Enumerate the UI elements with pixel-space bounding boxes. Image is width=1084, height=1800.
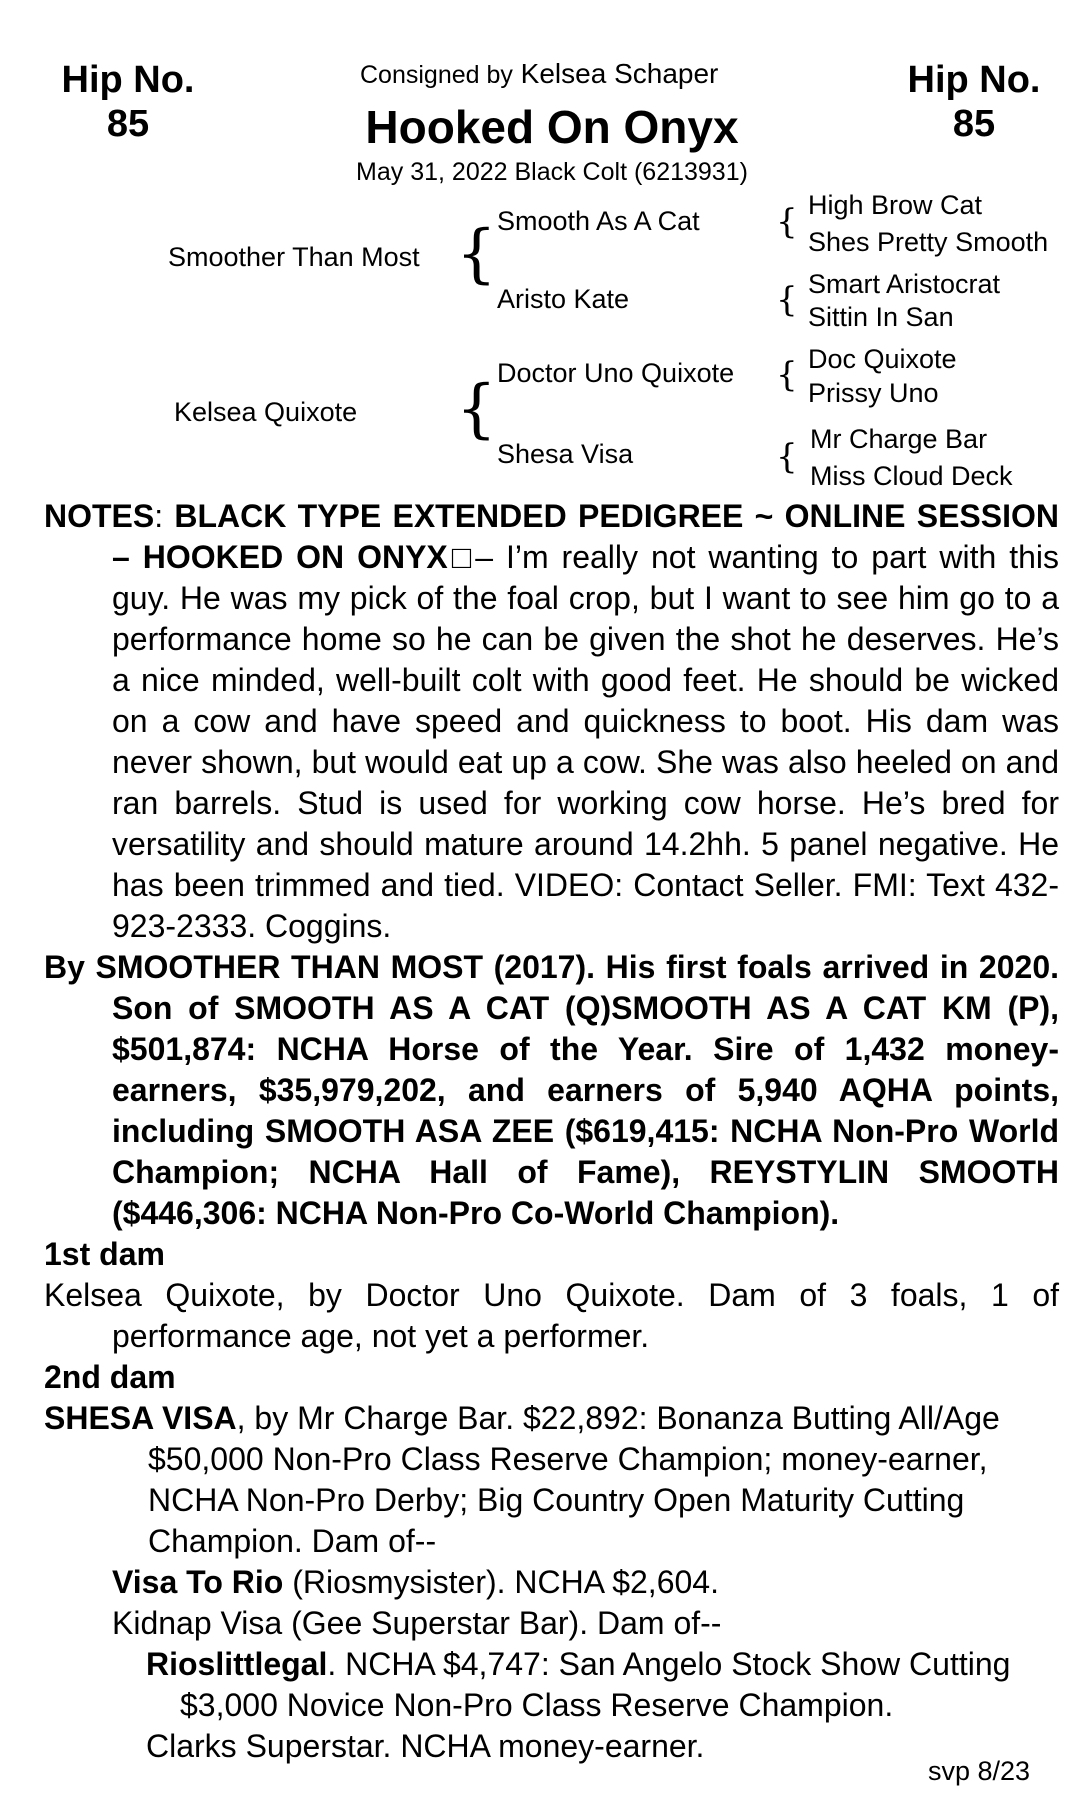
- pedigree-sire-sire-dam: Shes Pretty Smooth: [808, 227, 1049, 257]
- grand-produce-name: Clarks Superstar: [146, 1728, 383, 1764]
- pedigree-dam-dam: Shesa Visa: [497, 439, 634, 469]
- produce-text: (Riosmysister). NCHA $2,604.: [283, 1564, 719, 1600]
- consignor-name: Kelsea Schaper: [520, 58, 719, 89]
- pedigree-sire-dam-sire: Smart Aristocrat: [808, 269, 1001, 299]
- hip-number: 85: [952, 103, 996, 145]
- pedigree-dam-sire: Doctor Uno Quixote: [497, 358, 735, 388]
- notes-bold-text: BLACK TYPE EXTENDED PEDIGREE ~ ONLINE SESSION – HOOKED ON ONYX: [112, 498, 1060, 575]
- pedigree-dam-sire-sire: Doc Quixote: [808, 344, 957, 374]
- pedigree-dam-sire-dam: Prissy Uno: [808, 378, 939, 408]
- notes-label: NOTES: [44, 498, 155, 534]
- missing-glyph-icon: □: [447, 539, 476, 575]
- first-dam-text: Kelsea Quixote, by Doctor Uno Quixote. Dam of 3 foals, 1 of performance age, not yet a performer.: [44, 1277, 1059, 1354]
- foal-info: May 31, 2022 Black Colt (6213931): [356, 158, 748, 186]
- consigned-prefix: Consigned by: [360, 61, 513, 89]
- grand-produce-item: [44, 1726, 1059, 1767]
- brace-icon: {: [456, 217, 497, 291]
- grand-produce-text: . NCHA money-earner.: [382, 1728, 705, 1764]
- hip-label: Hip No.: [61, 59, 195, 101]
- brace-icon: {: [776, 437, 798, 477]
- grand-produce-name: Rioslittlegal: [146, 1646, 328, 1682]
- pedigree-sire-dam-dam: Sittin In San: [808, 302, 954, 332]
- second-dam-text: , by Mr Charge Bar. $22,892: Bonanza Butting All/Age $50,000 Non-Pro Class Reserve Champion; money-earner, NCHA Non-Pro Derby; Big Country Open Maturity Cutting Champion. Dam of--: [148, 1400, 1000, 1559]
- pedigree-sire: Smoother Than Most: [168, 242, 420, 272]
- produce-item: [44, 1603, 1059, 1644]
- pedigree-sire-sire-sire: High Brow Cat: [808, 190, 983, 220]
- brace-icon: {: [456, 372, 497, 446]
- catalog-body: [44, 496, 1059, 1767]
- footer-code: svp 8/23: [928, 1756, 1031, 1786]
- notes-colon: :: [154, 498, 164, 534]
- second-dam-paragraph: [44, 1398, 1059, 1562]
- notes-paragraph: [44, 496, 1059, 947]
- notes-text: – I’m really not wanting to part with this guy. He was my pick of the foal crop, but I want to see him go to a performance home so he can be given the shot he deserves. He’s a nice minded, well-built colt with good feet. He should be wicked on a cow and have speed and quickness to boot. His dam was never shown, but would eat up a cow. She was also heeled on and ran barrels. Stud is used for working cow horse. He’s bred for versatility and should mature around 14.2hh. 5 panel negative. He has been trimmed and tied. VIDEO: Contact Seller. FMI: Text 432-923-2333. Coggins.: [112, 539, 1060, 944]
- pedigree-dam-dam-dam: Miss Cloud Deck: [810, 461, 1013, 491]
- produce-name: Kidnap Visa: [112, 1605, 283, 1641]
- grand-produce-text: . NCHA $4,747: San Angelo Stock Show Cutting $3,000 Novice Non-Pro Class Reserve Champion.: [180, 1646, 1011, 1723]
- pedigree-dam: Kelsea Quixote: [174, 397, 358, 427]
- brace-icon: {: [776, 355, 798, 395]
- second-dam-name: SHESA VISA: [44, 1400, 237, 1436]
- sire-paragraph: By SMOOTHER THAN MOST (2017). His first foals arrived in 2020. Son of SMOOTH AS A CAT (Q)SMOOTH AS A CAT KM (P), $501,874: NCHA Horse of the Year. Sire of 1,432 money-earners, $35,979,202, and earners of 5,940 AQHA points, including SMOOTH ASA ZEE ($619,415: NCHA Non-Pro World Champion; NCHA Hall of Fame), REYSTYLIN SMOOTH ($446,306: NCHA Non-Pro Co-World Champion).: [44, 949, 1059, 1231]
- pedigree-dam-dam-sire: Mr Charge Bar: [810, 424, 988, 454]
- brace-icon: {: [776, 202, 798, 242]
- hip-label: Hip No.: [907, 59, 1041, 101]
- grand-produce-item: [44, 1644, 1059, 1726]
- second-dam-heading: 2nd dam: [44, 1359, 176, 1395]
- produce-text: (Gee Superstar Bar). Dam of--: [282, 1605, 722, 1641]
- consigned-by: [360, 58, 718, 90]
- pedigree-sire-sire: Smooth As A Cat: [497, 206, 700, 236]
- first-dam-heading: 1st dam: [44, 1236, 165, 1272]
- hip-number: 85: [106, 103, 150, 145]
- produce-name: Visa To Rio: [112, 1564, 284, 1600]
- horse-name: Hooked On Onyx: [365, 101, 739, 153]
- pedigree-sire-dam: Aristo Kate: [497, 284, 630, 314]
- brace-icon: {: [776, 280, 798, 320]
- produce-item: [44, 1562, 1059, 1603]
